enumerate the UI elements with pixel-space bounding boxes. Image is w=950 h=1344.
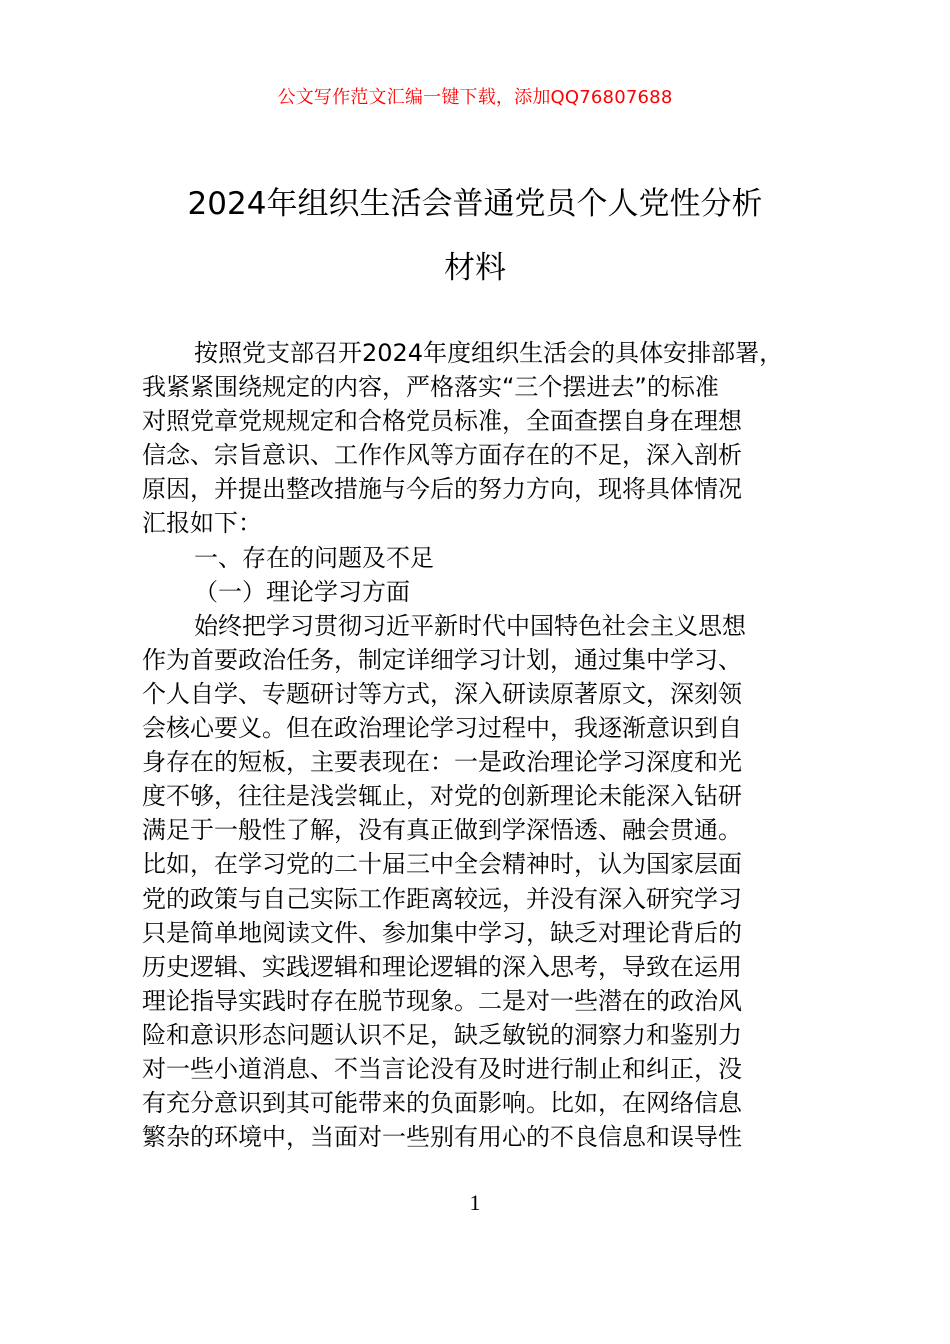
paragraph-line: 有充分意识到其可能带来的负面影响。比如，在网络信息 — [142, 1089, 742, 1118]
paragraph-line: 繁杂的环境中，当面对一些别有用心的不良信息和误导性 — [142, 1123, 742, 1152]
document-body — [142, 336, 818, 1154]
page-number: 1 — [469, 1190, 481, 1215]
title-line: 2024年组织生活会普通党员个人党性分析 — [187, 186, 763, 222]
paragraph-line: 信念、宗旨意识、工作作风等方面存在的不足，深入剖析 — [142, 441, 742, 470]
paragraph-line: 作为首要政治任务，制定详细学习计划，通过集中学习、 — [142, 645, 742, 674]
paragraph-line: 对一些小道消息、不当言论没有及时进行制止和纠正，没 — [142, 1054, 742, 1083]
paragraph-line: 度不够，往往是浅尝辄止，对党的创新理论未能深入钻研 — [142, 782, 742, 811]
paragraph-line: 会核心要义。但在政治理论学习过程中，我逐渐意识到自 — [142, 714, 742, 743]
paragraph-line: 个人自学、专题研讨等方式，深入研读原著原文，深刻领 — [142, 679, 742, 708]
paragraph-line: 原因，并提出整改措施与今后的努力方向，现将具体情况 — [142, 475, 742, 504]
paragraph-line: 党的政策与自己实际工作距离较远，并没有深入研究学习 — [142, 884, 742, 913]
paragraph-line: 比如，在学习党的二十届三中全会精神时，认为国家层面 — [142, 850, 742, 879]
paragraph-line: 汇报如下： — [142, 509, 262, 538]
paragraph-line: 对照党章党规规定和合格党员标准，全面查摆自身在理想 — [142, 407, 742, 436]
paragraph-line: 险和意识形态问题认识不足，缺乏敏锐的洞察力和鉴别力 — [142, 1020, 742, 1049]
paragraph-line: 我紧紧围绕规定的内容，严格落实“三个摆进去”的标准 — [142, 373, 719, 402]
section-heading: 一、存在的问题及不足 — [194, 543, 434, 572]
paragraph-line: 身存在的短板，主要表现在：一是政治理论学习深度和光 — [142, 748, 742, 777]
paragraph-line: 始终把学习贯彻习近平新时代中国特色社会主义思想 — [194, 611, 746, 640]
paragraph-line: 理论指导实践时存在脱节现象。二是对一些潜在的政治风 — [142, 986, 742, 1015]
document-title — [120, 172, 830, 300]
header-download-note: 公文写作范文汇编一键下载，添加QQ76807688 — [277, 87, 673, 108]
subsection-heading: （一）理论学习方面 — [194, 577, 410, 606]
title-line: 材料 — [444, 250, 506, 286]
paragraph-line: 只是简单地阅读文件、参加集中学习，缺乏对理论背后的 — [142, 918, 742, 947]
paragraph-line: 历史逻辑、实践逻辑和理论逻辑的深入思考，导致在运用 — [142, 952, 742, 981]
paragraph-line: 满足于一般性了解，没有真正做到学深悟透、融会贯通。 — [142, 816, 742, 845]
paragraph-line: 按照党支部召开2024年度组织生活会的具体安排部署， — [194, 339, 784, 367]
